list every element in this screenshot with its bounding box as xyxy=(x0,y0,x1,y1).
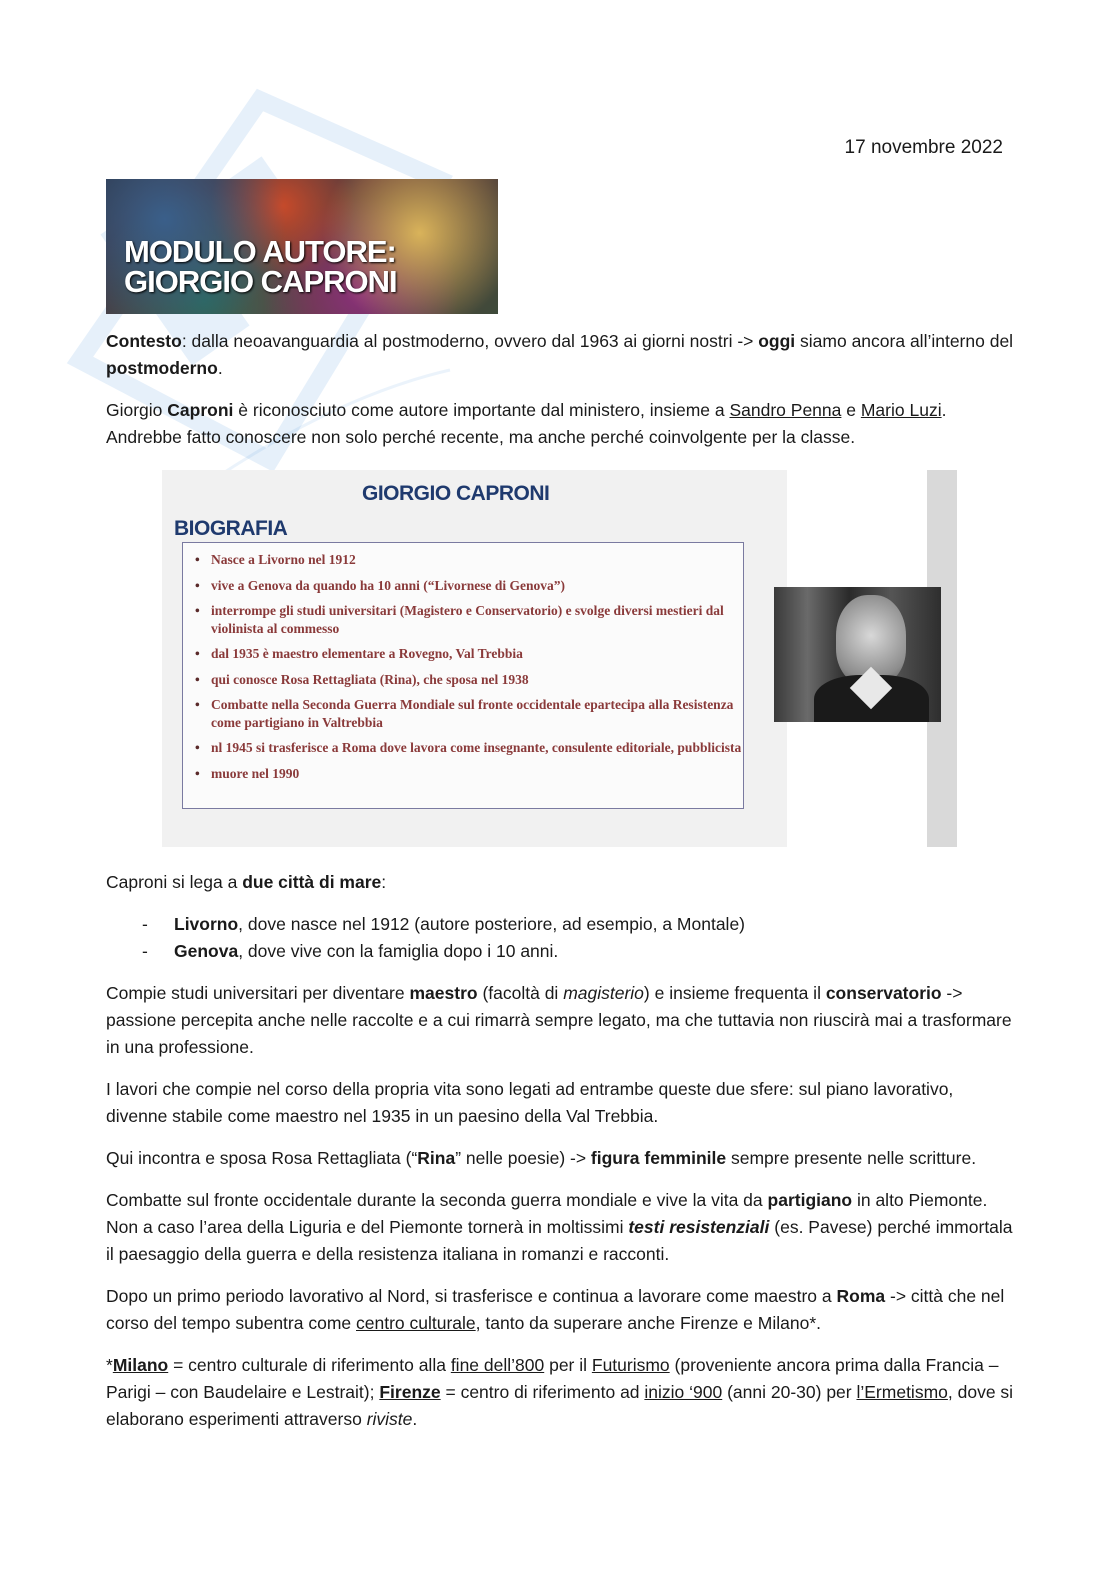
contesto-label: Contesto xyxy=(106,331,182,351)
biography-slide-image xyxy=(162,470,957,847)
note-paragraph: *Milano = centro culturale di riferimento alla fine dell’800 per il Futurismo (proveniente ancora prima dalla Francia – Parigi – con Baudelaire e Lestrait); Firenze = centro di riferimento ad inizio ‘900 (anni 20-30) per l’Ermetismo, dove si elaborano esperimenti attraverso riviste. xyxy=(106,1355,1014,1429)
contesto-paragraph: Contesto: dalla neoavanguardia al postmoderno, ovvero dal 1963 ai giorni nostri -> oggi siamo ancora all’interno del postmoderno. xyxy=(106,331,1014,378)
bio-item: • qui conosce Rosa Rettagliata (Rina), che sposa nel 1938 xyxy=(211,671,743,689)
bio-item: • Combatte nella Seconda Guerra Mondiale sul fronte occidentale epartecipa alla Resistenza come partigiano in Valtrebbia xyxy=(211,696,743,731)
banner-title xyxy=(124,234,397,299)
rina-paragraph: Qui incontra e sposa Rosa Rettagliata (“Rina” nelle poesie) -> figura femminile sempre presente nelle scritture. xyxy=(106,1148,977,1168)
cities-intro-paragraph: Caproni si lega a due città di mare: xyxy=(106,872,387,892)
bio-item: • muore nel 1990 xyxy=(211,765,743,783)
roma-paragraph: Dopo un primo periodo lavorativo al Nord, si trasferisce e continua a lavorare come maestro a Roma -> città che nel corso del tempo subentra come centro culturale, tanto da superare anche Firenze e Milano*. xyxy=(106,1286,1005,1333)
slide-subtitle: BIOGRAFIA xyxy=(174,517,288,540)
studi-paragraph: Compie studi universitari per diventare maestro (facoltà di magisterio) e insieme frequenta il conservatorio -> passione percepita anche nelle raccolte e a cui rimarrà sempre legato, ma che tuttavia non riuscirà mai a trasformare in una professione. xyxy=(106,983,1012,1057)
lavori-paragraph: I lavori che compie nel corso della propria vita sono legati ad entrambe queste due sfere: sul piano lavorativo, divenne stabile come maestro nel 1935 in un paesino della Val Trebbia. xyxy=(106,1079,954,1126)
cities-list xyxy=(106,911,1018,965)
module-banner-image xyxy=(106,179,498,314)
bio-item: • interrompe gli studi universitari (Magistero e Conservatorio) e svolge diversi mestieri dal violinista al commesso xyxy=(211,602,743,637)
banner-title-line1: MODULO AUTORE: xyxy=(124,234,396,269)
bio-item: • vive a Genova da quando ha 10 anni (“Livornese di Genova”) xyxy=(211,577,743,595)
bio-item: • dal 1935 è maestro elementare a Rovegno, Val Trebbia xyxy=(211,645,743,663)
bio-item: • nl 1945 si trasferisce a Roma dove lavora come insegnante, consulente editoriale, pubblicista xyxy=(211,739,743,757)
slide-title: GIORGIO CAPRONI xyxy=(362,482,550,505)
document-date: 17 novembre 2022 xyxy=(844,137,1003,158)
caproni-portrait-photo xyxy=(774,587,941,722)
caproni-paragraph: Giorgio Caproni è riconosciuto come autore importante dal ministero, insieme a Sandro Penna e Mario Luzi. Andrebbe fatto conoscere non solo perché recente, ma anche perché coinvolgente per la classe. xyxy=(106,400,947,447)
biography-box xyxy=(182,542,744,809)
intro-section xyxy=(106,328,1018,451)
banner-title-line2: GIORGIO CAPRONI xyxy=(124,264,397,299)
list-item: - Genova, dove vive con la famiglia dopo i 10 anni. xyxy=(106,938,1018,965)
list-item: - Livorno, dove nasce nel 1912 (autore posteriore, ad esempio, a Montale) xyxy=(106,911,1018,938)
biography-list xyxy=(183,543,743,782)
bio-item: • Nasce a Livorno nel 1912 xyxy=(211,551,743,569)
guerra-paragraph: Combatte sul fronte occidentale durante la seconda guerra mondiale e vive la vita da partigiano in alto Piemonte. Non a caso l’area della Liguria e del Piemonte tornerà in moltissimi testi resistenziali (es. Pavese) perché immortala il paesaggio della guerra e della resistenza italiana in romanzi e racconti. xyxy=(106,1190,1013,1264)
body-section xyxy=(106,869,1018,1433)
